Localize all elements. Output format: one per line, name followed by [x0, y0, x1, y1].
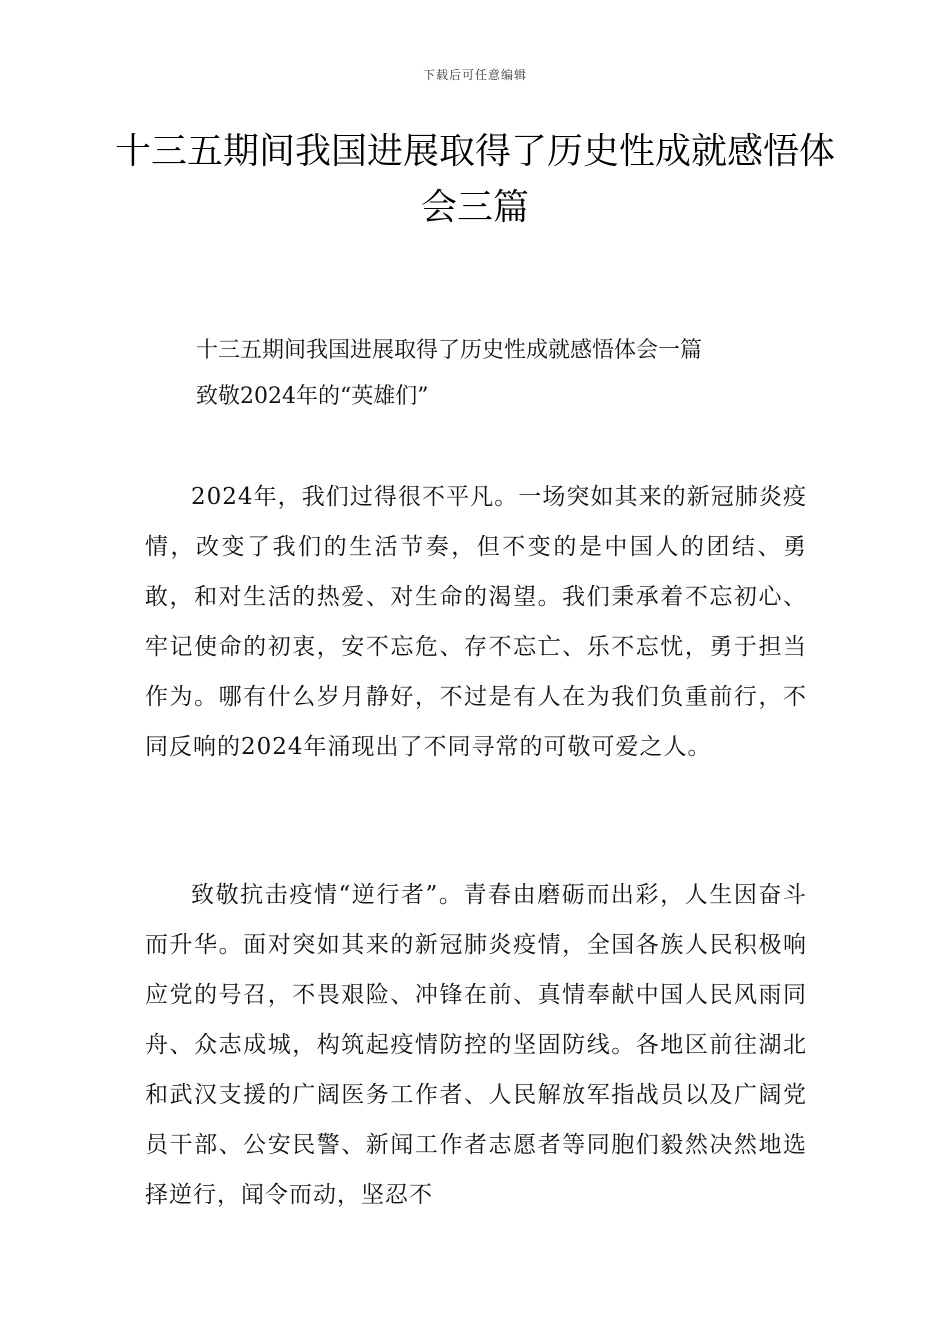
section-heading: 十三五期间我国进展取得了历史性成就感悟体会一篇: [196, 338, 703, 363]
page-header-note: 下载后可任意编辑: [422, 68, 527, 82]
section-subtitle: 致敬2024年的“英雄们”: [196, 384, 429, 409]
body-paragraph-2: 致敬抗击疫情“逆行者”。青春由磨砺而出彩，人生因奋斗而升华。面对突如其来的新冠肺炎疫情，全国各族人民积极响应党的号召，不畏艰险、冲锋在前、真情奉献中国人民风雨同舟、众志成城，构筑起疫情防控的坚固防线。各地区前往湖北和武汉支援的广阔医务工作者、人民解放军指战员以及广阔党员干部、公安民警、新闻工作者志愿者等同胞们毅然决然地选择逆行，闻令而动，坚忍不: [145, 882, 807, 1208]
document-title: 十三五期间我国进展取得了历史性成就感悟体会三篇: [114, 131, 835, 228]
body-paragraph-1: 2024年，我们过得很不平凡。一场突如其来的新冠肺炎疫情，改变了我们的生活节奏，但不变的是中国人的团结、勇敢，和对生活的热爱、对生命的渴望。我们秉承着不忘初心、牢记使命的初衷，安不忘危、存不忘亡、乐不忘忧，勇于担当作为。哪有什么岁月静好，不过是有人在为我们负重前行，不同反响的2024年涌现出了不同寻常的可敬可爱之人。: [145, 484, 807, 760]
